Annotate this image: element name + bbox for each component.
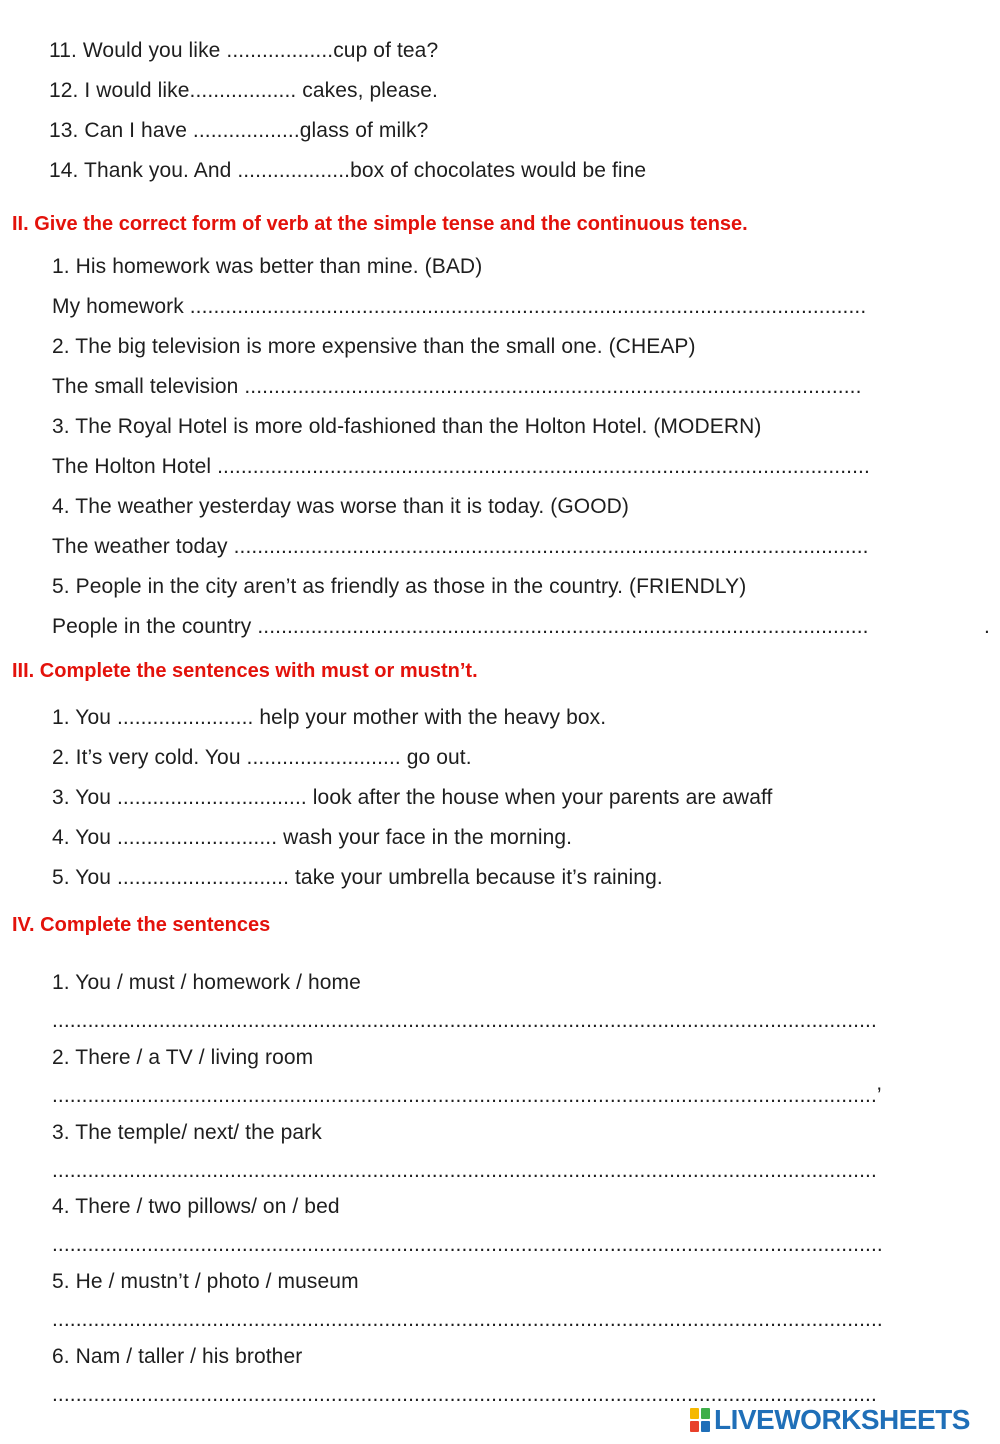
exercise-line[interactable]: 4. You ........................... wash your face in the morning. (52, 826, 573, 849)
section-heading: IV. Complete the sentences (12, 914, 271, 936)
liveworksheets-logo (690, 1404, 970, 1436)
liveworksheets-logo-icon (690, 1408, 710, 1432)
exercise-prompt: 4. There / two pillows/ on / bed (52, 1195, 340, 1218)
answer-line[interactable]: ............................................................................................................................................ (52, 1308, 883, 1331)
section-heading: III. Complete the sentences with must or mustn’t. (12, 660, 478, 682)
exercise-prompt: 6. Nam / taller / his brother (52, 1345, 303, 1368)
exercise-prompt: 1. You / must / homework / home (52, 971, 361, 994)
exercise-line: 3. The Royal Hotel is more old-fashioned than the Holton Hotel. (MODERN) (52, 415, 762, 438)
exercise-line: 14. Thank you. And ...................box of chocolates would be fine (49, 159, 647, 182)
exercise-line: 11. Would you like ..................cup of tea? (49, 39, 439, 62)
answer-line[interactable]: The Holton Hotel .............................................................................................................. (52, 455, 870, 478)
exercise-line: 5. People in the city aren’t as friendly as those in the country. (FRIENDLY) (52, 575, 747, 598)
exercise-prompt: 5. He / mustn’t / photo / museum (52, 1270, 359, 1293)
logo-square (690, 1421, 699, 1432)
answer-line[interactable]: ........................................................................................................................................... (52, 1009, 877, 1032)
logo-wordmark: LIVEWORKSHEETS (714, 1404, 970, 1435)
exercise-line: 2. The big television is more expensive than the small one. (CHEAP) (52, 335, 696, 358)
logo-square (701, 1408, 710, 1419)
answer-line[interactable]: People in the country ....................................................................................................... (52, 615, 869, 638)
exercise-prompt: 3. The temple/ next/ the park (52, 1121, 322, 1144)
stray-dot: . (984, 615, 990, 638)
exercise-line[interactable]: 3. You ................................ look after the house when your parents are awaff (52, 786, 773, 809)
answer-line[interactable]: ...........................................................................................................................................’ (52, 1084, 882, 1107)
exercise-line: 1. His homework was better than mine. (BAD) (52, 255, 483, 278)
exercise-line[interactable]: 1. You ....................... help your mother with the heavy box. (52, 706, 607, 729)
exercise-line: 4. The weather yesterday was worse than it is today. (GOOD) (52, 495, 630, 518)
section-heading: II. Give the correct form of verb at the simple tense and the continuous tense. (12, 213, 748, 235)
exercise-prompt: 2. There / a TV / living room (52, 1046, 314, 1069)
logo-square (690, 1408, 699, 1419)
exercise-line: 12. I would like.................. cakes, please. (49, 79, 438, 102)
exercise-line[interactable]: 2. It’s very cold. You .......................... go out. (52, 746, 472, 769)
answer-line[interactable]: The weather today ........................................................................................................... (52, 535, 869, 558)
answer-line[interactable]: My homework .................................................................................................................. (52, 295, 867, 318)
answer-line[interactable]: ........................................................................................................................................... (52, 1159, 877, 1182)
logo-square (701, 1421, 710, 1432)
answer-line[interactable]: ............................................................................................................................................ (52, 1233, 883, 1256)
exercise-line: 13. Can I have ..................glass of milk? (49, 119, 429, 142)
answer-line[interactable]: ........................................................................................................................................... (52, 1383, 877, 1406)
exercise-line[interactable]: 5. You ............................. take your umbrella because it’s raining. (52, 866, 663, 889)
answer-line[interactable]: The small television ........................................................................................................ (52, 375, 862, 398)
